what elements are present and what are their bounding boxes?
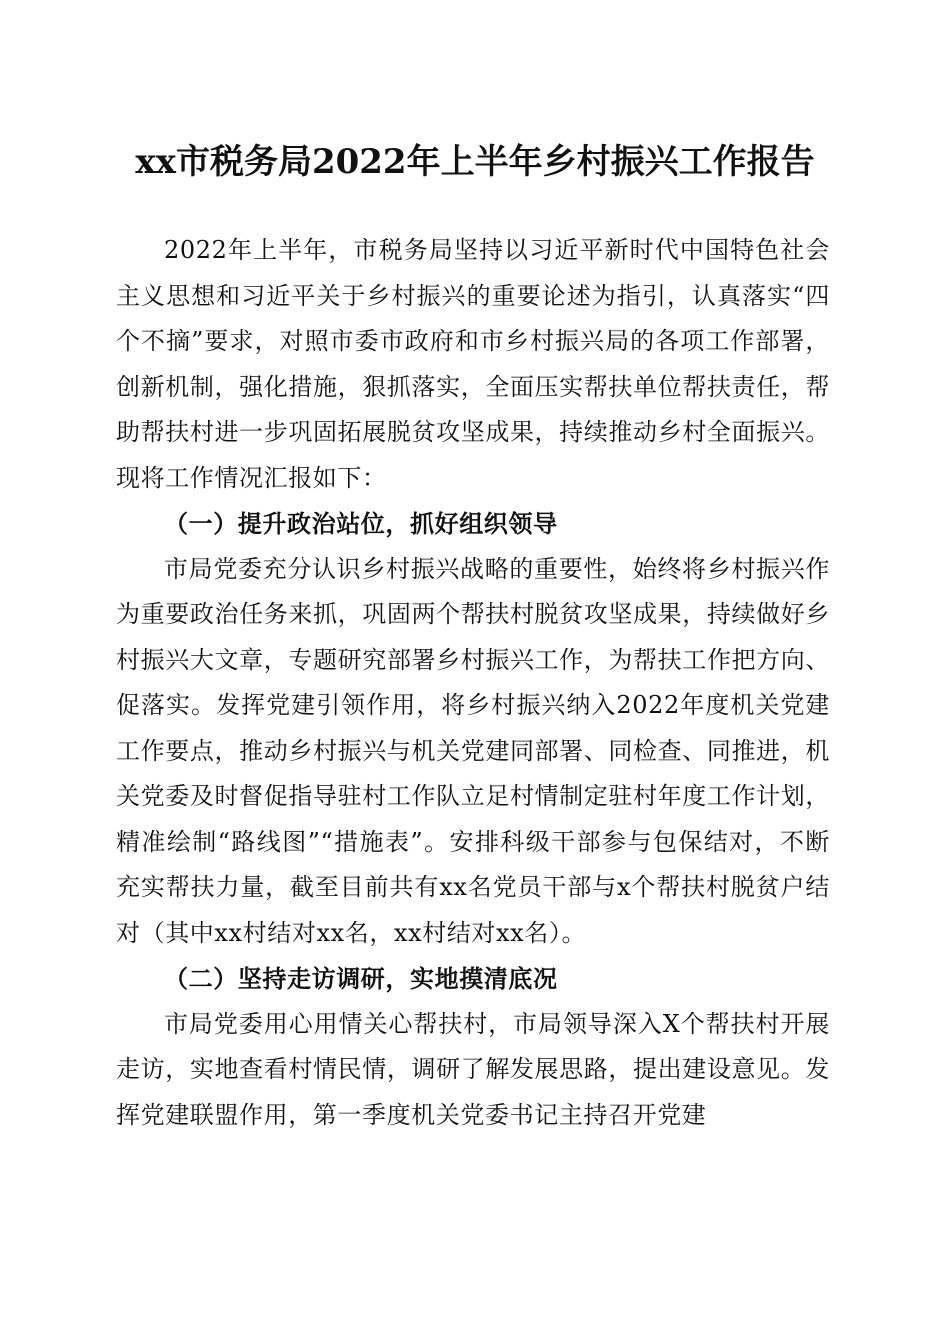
section-2-heading: （二）坚持走访调研，实地摸清底况 [164, 964, 558, 993]
section-1-paragraph: 市局党委充分认识乡村振兴战略的重要性，始终将乡村振兴作为重要政治任务来抓，巩固两个帮扶村脱贫攻坚成果，持续做好乡村振兴大文章，专题研究部署乡村振兴工作，为帮扶工作把方向、促落实。发挥党建引领作用，将乡村振兴纳入2022年度机关党建工作要点，推动乡村振兴与机关党建同部署、同检查、同推进，机关党委及时督促指导驻村工作队立足村情制定驻村年度工作计划，精准绘制“路线图”“措施表”。安排科级干部参与包保结对，不断充实帮扶力量，截至目前共有xx名党员干部与x个帮扶村脱贫户结对（其中xx村结对xx名，xx村结对xx名）。 [116, 554, 830, 947]
document-title: xx市税务局2022年上半年乡村振兴工作报告 [135, 142, 815, 182]
intro-paragraph: 2022年上半年，市税务局坚持以习近平新时代中国特色社会主义思想和习近平关于乡村振兴的重要论述为指引，认真落实“四个不摘”要求，对照市委市政府和市乡村振兴局的各项工作部署，创新机制，强化措施，狠抓落实，全面压实帮扶单位帮扶责任，帮助帮扶村进一步巩固拓展脱贫攻坚成果，持续推动乡村全面振兴。现将工作情况汇报如下： [116, 236, 830, 492]
document-body [116, 228, 830, 1138]
section-1-heading: （一）提升政治站位，抓好组织领导 [164, 509, 558, 538]
section-2-paragraph: 市局党委用心用情关心帮扶村，市局领导深入X个帮扶村开展走访，实地查看村情民情，调研了解发展思路，提出建设意见。发挥党建联盟作用，第一季度机关党委书记主持召开党建 [116, 1009, 830, 1129]
